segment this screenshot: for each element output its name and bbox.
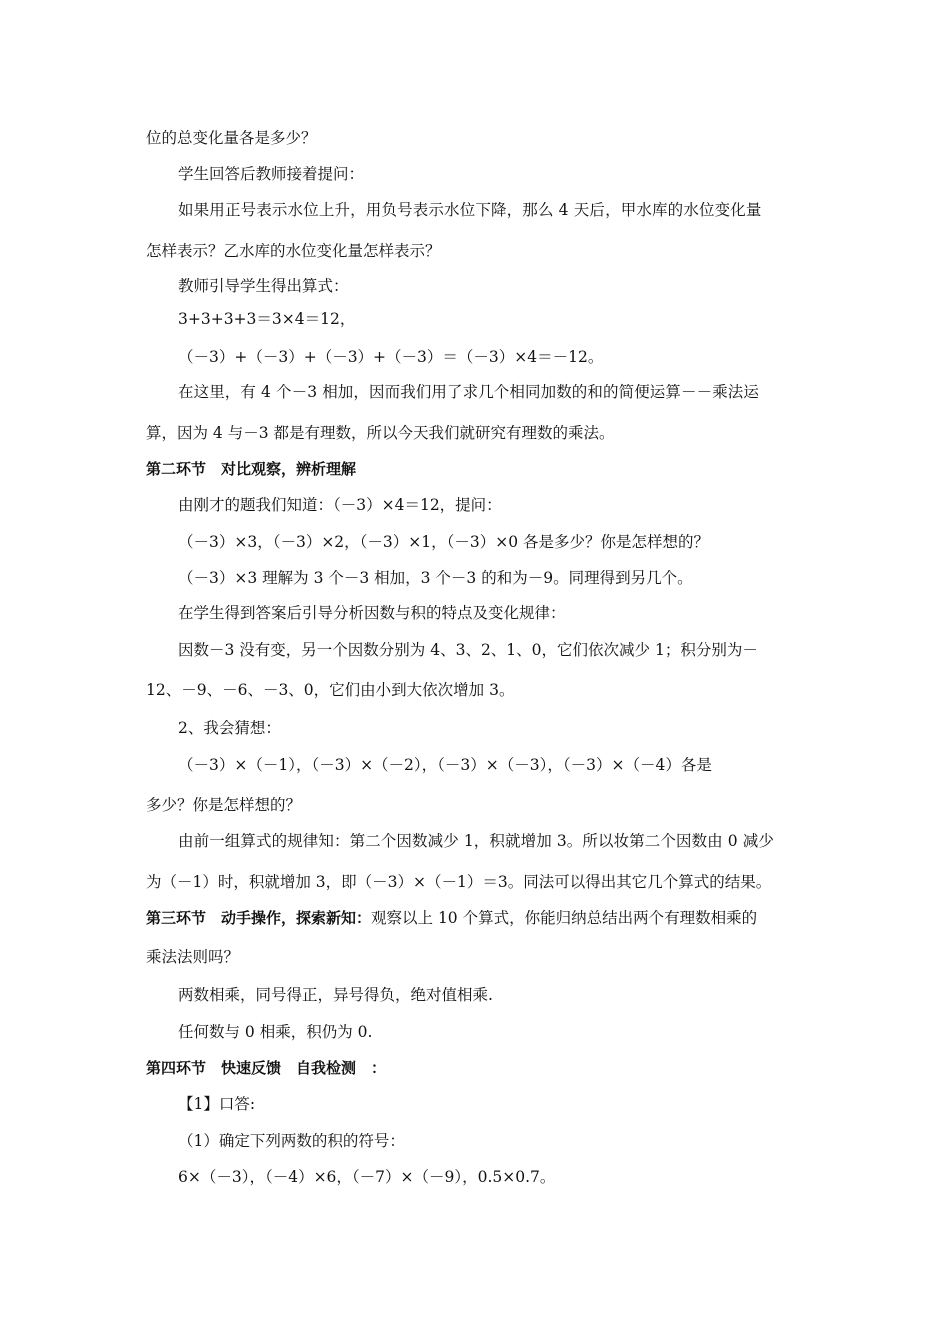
text-line: 在学生得到答案后引导分析因数与积的特点及变化规律： xyxy=(178,604,566,622)
text-line: 因数－3 没有变，另一个因数分别为 4、3、2、1、0，它们依次减少 1；积分别为－ xyxy=(178,641,758,659)
text-line: 由前一组算式的规律知：第二个因数减少 1，积就增加 3。所以妆第二个因数由 0 减少 xyxy=(178,832,774,850)
text-line: 12、－9、－6、－3、0，它们由小到大依次增加 3。 xyxy=(146,681,515,699)
text-line: 学生回答后教师接着提问： xyxy=(178,165,365,183)
text-line: 任何数与 0 相乘，积仍为 0. xyxy=(178,1023,373,1041)
text-line: 【1】口答: xyxy=(178,1095,256,1113)
text-line: （1）确定下列两数的积的符号： xyxy=(178,1132,405,1150)
text-line: 算，因为 4 与－3 都是有理数，所以今天我们就研究有理数的乘法。 xyxy=(146,424,615,442)
text-line: （－3）×3，（－3）×2，（－3）×1，（－3）×0 各是多少？你是怎样想的？ xyxy=(178,533,710,551)
text-line: 如果用正号表示水位上升，用负号表示水位下降，那么 4 天后，甲水库的水位变化量 xyxy=(178,201,762,219)
text-line: 2、我会猜想： xyxy=(178,719,281,737)
text-line: 为（－1）时，积就增加 3，即（－3）×（－1）＝3。同法可以得出其它几个算式的结果。 xyxy=(146,873,772,891)
section-heading: 第四环节 快速反馈 自我检测 ： xyxy=(146,1059,387,1077)
section-heading: 第二环节 对比观察，辨析理解 xyxy=(146,460,357,478)
section-heading: 第三环节 动手操作，探索新知： xyxy=(146,909,372,927)
formula-line: （－3）+（－3）+（－3）+（－3）＝（－3）×4＝－12。 xyxy=(178,348,604,366)
text-line: 由刚才的题我们知道：（－3）×4＝12，提问： xyxy=(178,496,502,514)
formula-line: （－3）×（－1），（－3）×（－2），（－3）×（－3），（－3）×（－4）各是 xyxy=(178,756,712,774)
text-line: 两数相乘，同号得正，异号得负，绝对值相乘. xyxy=(178,986,493,1004)
text-line: 教师引导学生得出算式： xyxy=(178,277,349,295)
text-line: 多少？你是怎样想的？ xyxy=(146,796,302,814)
section-heading-row xyxy=(146,908,757,928)
text-line: 位的总变化量各是多少？ xyxy=(146,129,317,147)
formula-line: 6×（－3），（－4）×6，（－7）×（－9），0.5×0.7。 xyxy=(178,1168,556,1186)
text-line: （－3）×3 理解为 3 个－3 相加，3 个－3 的和为－9。同理得到另几个。 xyxy=(178,569,693,587)
formula-line: 3+3+3+3＝3×4＝12， xyxy=(178,310,356,328)
text-span: 观察以上 10 个算式，你能归纳总结出两个有理数相乘的 xyxy=(371,909,758,927)
text-line: 在这里，有 4 个－3 相加，因而我们用了求几个相同加数的和的简便运算－－乘法运 xyxy=(178,383,760,401)
text-line: 怎样表示？乙水库的水位变化量怎样表示？ xyxy=(146,242,441,260)
text-line: 乘法法则吗？ xyxy=(146,948,240,966)
